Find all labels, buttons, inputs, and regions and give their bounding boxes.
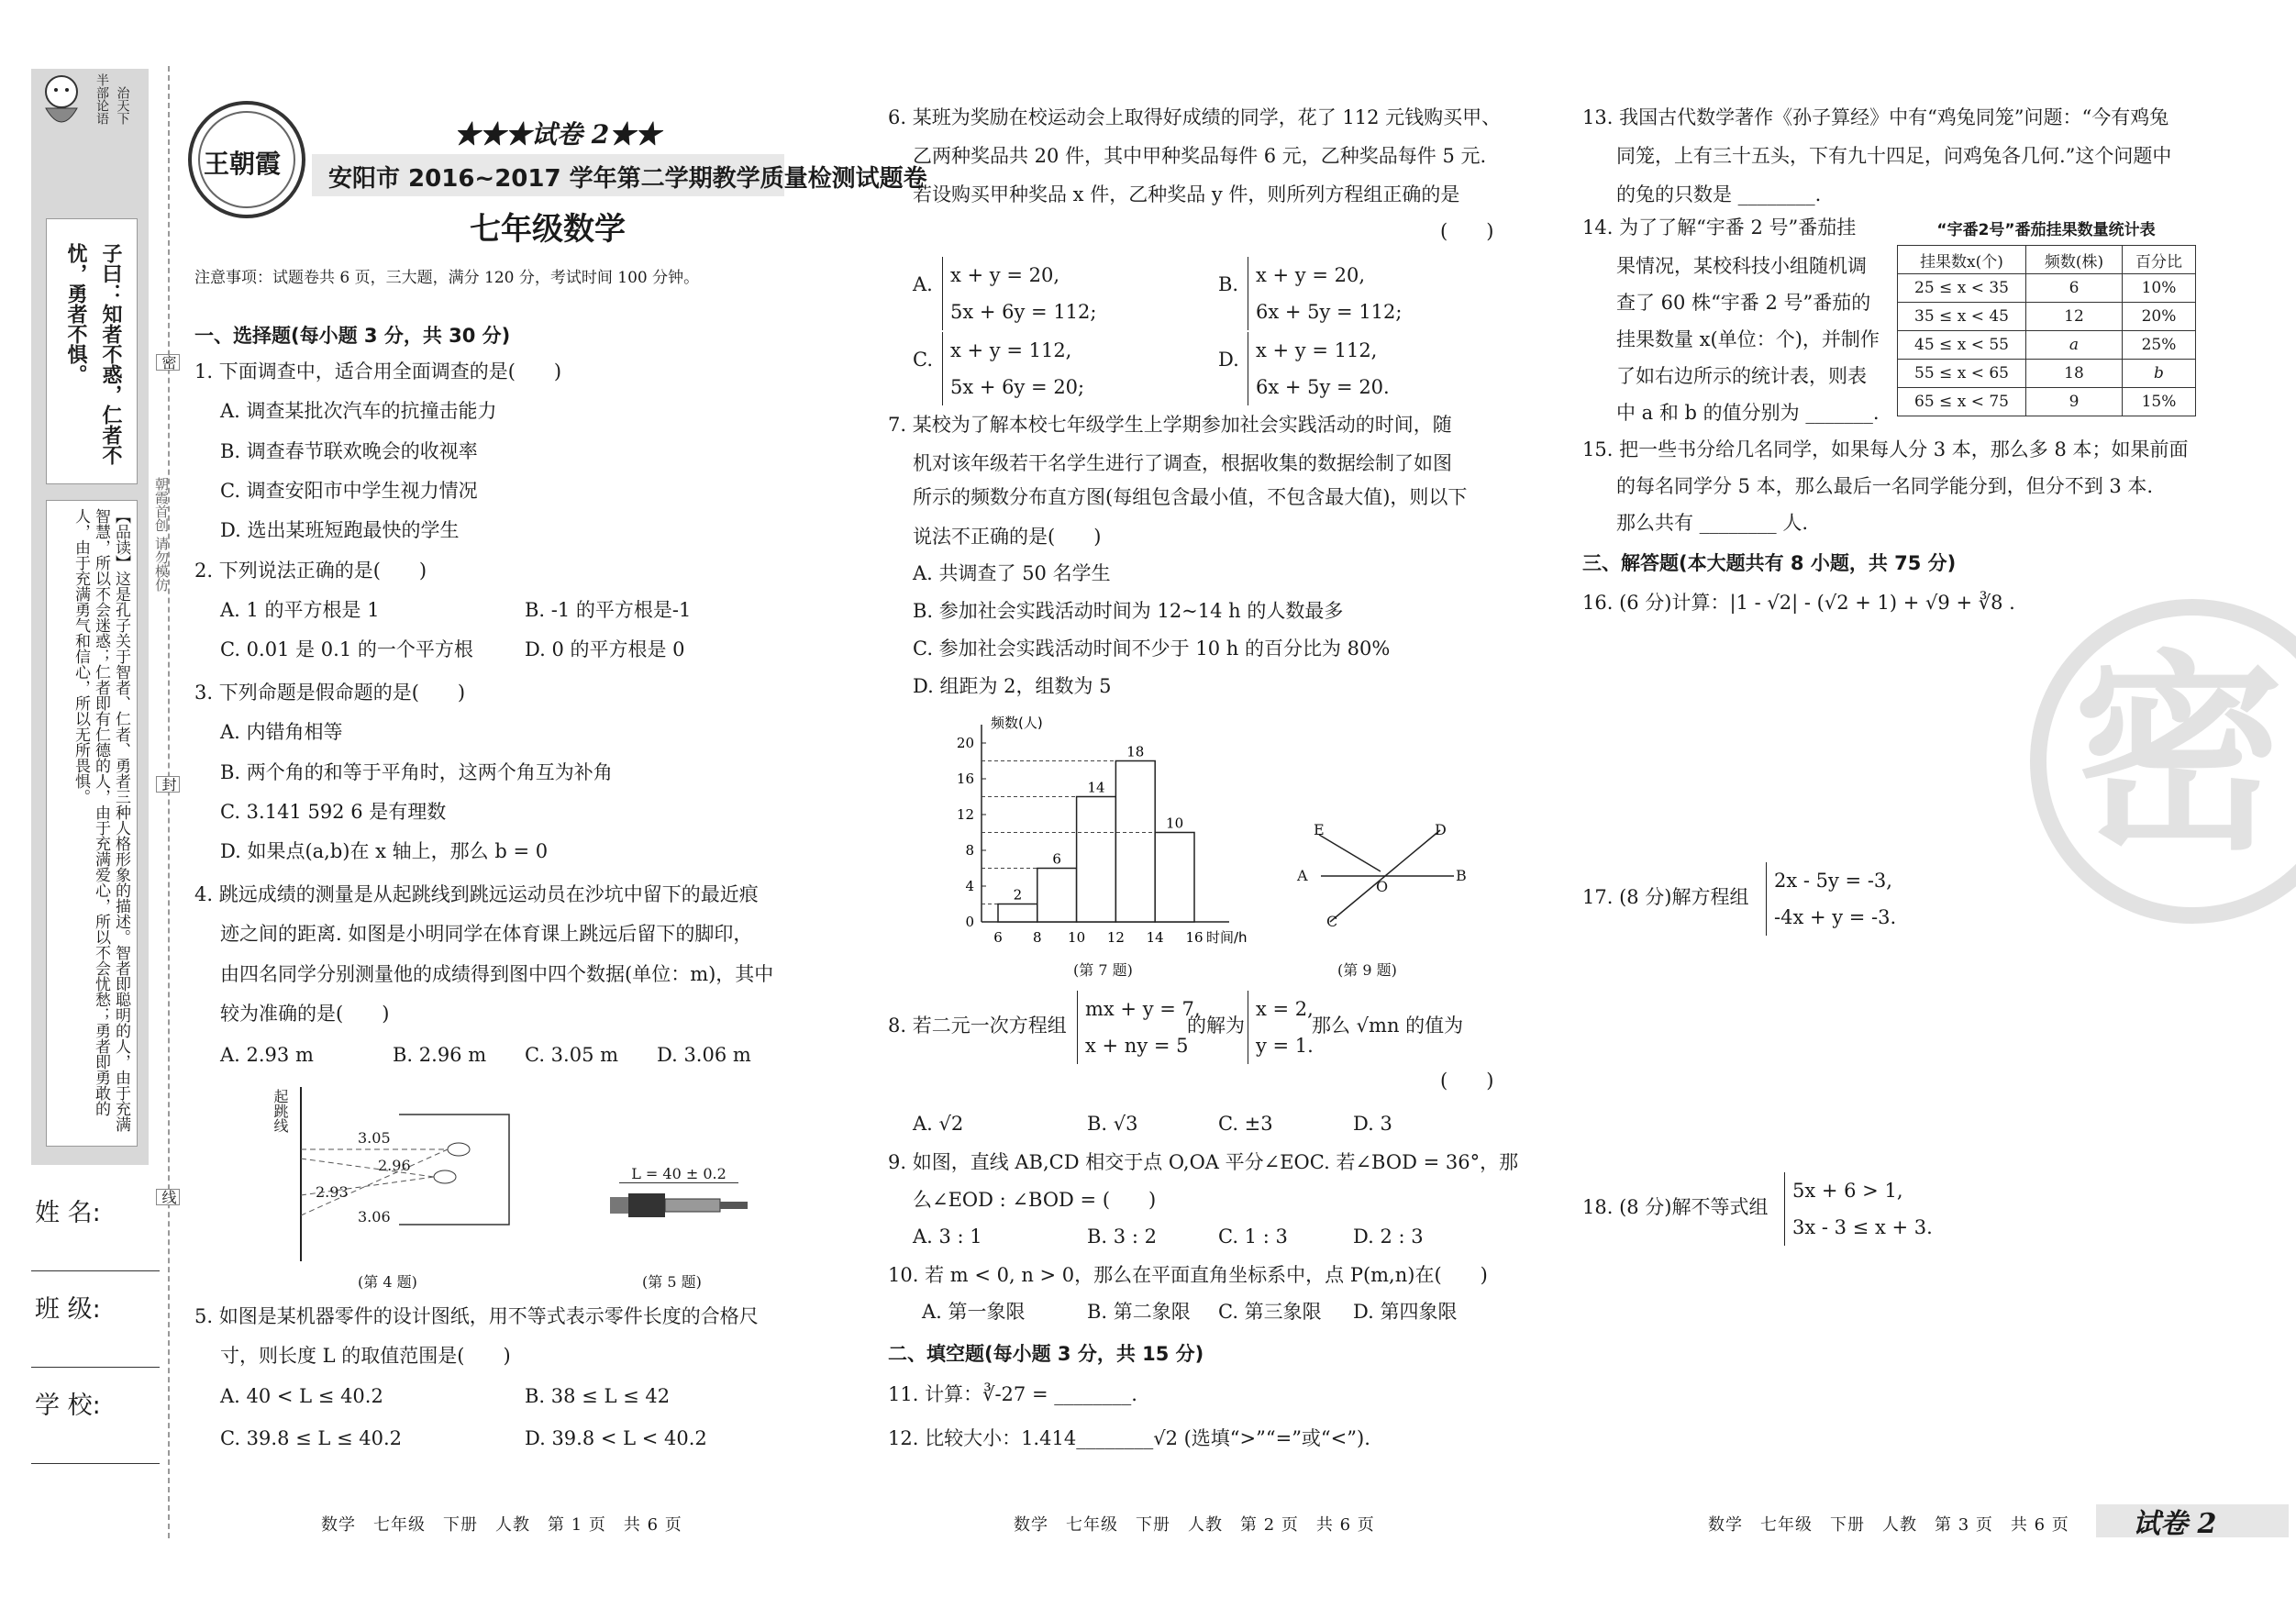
q5-option-b[interactable]: B. 38 ≤ L ≤ 42 — [525, 1385, 671, 1407]
q17-eq1: 2x - 5y = -3, — [1774, 870, 1892, 892]
slogan-line-2: 治天下 — [115, 86, 130, 125]
q5-option-a[interactable]: A. 40 < L ≤ 40.2 — [220, 1385, 383, 1407]
exam-notice: 注意事项：试题卷共 6 页，三大题，满分 120 分，考试时间 100 分钟。 — [194, 269, 700, 287]
school-field[interactable] — [31, 1463, 160, 1464]
q7-histogram — [945, 711, 1248, 949]
q5-caption: (第 5 题) — [642, 1273, 702, 1291]
q4-caption: (第 4 题) — [358, 1273, 417, 1291]
q17 — [1582, 862, 2151, 945]
pindu-box — [46, 500, 138, 1147]
bar-label: 14 — [1087, 779, 1105, 796]
q6-option-c-eq1: x + y = 112, — [950, 339, 1072, 361]
q5-line-2: 寸，则长度 L 的取值范围是( ) — [220, 1345, 511, 1367]
bar — [1115, 761, 1155, 923]
q4-line-2: 迹之间的距离. 如图是小明同学在体育课上跳远后留下的脚印， — [220, 923, 753, 945]
q3-stem: 3. 下列命题是假命题的是( ) — [194, 682, 466, 704]
q2-option-d[interactable]: D. 0 的平方根是 0 — [525, 638, 685, 660]
q8-paren: ( ) — [1440, 1070, 1494, 1092]
q4-option-c[interactable]: C. 3.05 m — [525, 1044, 619, 1066]
q9-label-c: C — [1326, 913, 1338, 930]
seal-char: 密 — [2073, 634, 2285, 879]
q8-eq2: x + ny = 5 — [1085, 1035, 1189, 1057]
q10-option-d[interactable]: D. 第四象限 — [1353, 1301, 1458, 1323]
q8-eq1: mx + y = 7, — [1085, 998, 1201, 1020]
q9-option-b[interactable]: B. 3 : 2 — [1087, 1225, 1157, 1248]
seal-tag-xian: 线 — [156, 1189, 180, 1205]
table-cell: 45 ≤ x < 55 — [1898, 331, 2026, 360]
q17-pre: 17. (8 分)解方程组 — [1582, 886, 1749, 908]
table-cell: 55 ≤ x < 65 — [1898, 360, 2026, 388]
table-cell: 15% — [2123, 388, 2196, 416]
seal-tag-mi: 密 — [156, 354, 180, 371]
x-axis-title: 时间/h — [1206, 929, 1248, 946]
q6-line-1: 6. 某班为奖励在校运动会上取得好成绩的同学，花了 112 元钱购买甲、 — [888, 106, 1502, 128]
q4-value-305: 3.05 — [358, 1129, 391, 1147]
histogram-svg — [945, 711, 1248, 949]
section-3-title: 三、解答题(本大题共有 8 小题，共 75 分) — [1582, 552, 1957, 574]
q4-figure — [266, 1087, 523, 1261]
q4-option-d[interactable]: D. 3.06 m — [657, 1044, 751, 1066]
bar — [1155, 833, 1194, 923]
q9-line-2: 么∠EOD : ∠BOD = ( ) — [913, 1189, 1157, 1211]
table-cell: 10% — [2123, 274, 2196, 303]
name-label: 姓 名: — [35, 1199, 101, 1227]
q7-line-1: 7. 某校为了解本校七年级学生上学期参加社会实践活动的时间，随 — [888, 414, 1452, 436]
table-cell: 35 ≤ x < 45 — [1898, 303, 2026, 331]
q6-paren: ( ) — [1440, 220, 1494, 242]
q8-sol2: y = 1. — [1256, 1035, 1314, 1057]
paper-tag: ★★★试卷 2★★ — [454, 119, 661, 150]
q5-option-d[interactable]: D. 39.8 < L < 40.2 — [525, 1427, 707, 1449]
q16: 16. (6 分)计算：|1 - √2| - (√2 + 1) + √9 + ∛8 . — [1582, 592, 2015, 614]
x-tick-label: 10 — [1068, 929, 1086, 946]
class-field[interactable] — [31, 1367, 160, 1368]
q8-stem — [888, 991, 1512, 1073]
q14-line-3: 查了 60 株“宇番 2 号”番茄的 — [1616, 292, 1871, 314]
y-axis-title: 频数(人) — [991, 715, 1043, 731]
name-field[interactable] — [31, 1270, 160, 1271]
q10-option-c[interactable]: C. 第三象限 — [1218, 1301, 1322, 1323]
table-row — [1898, 388, 2196, 416]
q4-takeoff-line-label: 起跳线 — [272, 1089, 289, 1133]
q18-eq2: 3x - 3 ≤ x + 3. — [1792, 1216, 1933, 1238]
corner-tag: 试卷 2 — [2133, 1508, 2217, 1540]
x-tick-label: 8 — [1033, 929, 1042, 946]
q12: 12. 比较大小：1.414________√2 (选填“>”“=”或“<”). — [888, 1427, 1370, 1449]
section-2-title: 二、填空题(每小题 3 分，共 15 分) — [888, 1343, 1204, 1365]
q6-option-b-key: B. — [1218, 273, 1239, 295]
q9-option-d[interactable]: D. 2 : 3 — [1353, 1225, 1424, 1248]
q1-option-a[interactable]: A. 调查某批次汽车的抗撞击能力 — [220, 400, 497, 422]
q1-option-c[interactable]: C. 调查安阳市中学生视力情况 — [220, 480, 478, 502]
table-cell: 18 — [2026, 360, 2123, 388]
q5-figure — [605, 1165, 752, 1248]
footer-page-3: 数学 七年级 下册 人教 第 3 页 共 6 页 — [1708, 1515, 2069, 1535]
q9-option-a[interactable]: A. 3 : 1 — [913, 1225, 982, 1248]
table-cell: 9 — [2026, 388, 2123, 416]
q9-label-d: D — [1435, 821, 1447, 838]
x-tick-label: 16 — [1185, 929, 1203, 946]
table-cell: 65 ≤ x < 75 — [1898, 388, 2026, 416]
seal-line — [168, 66, 170, 1538]
q5-option-c[interactable]: C. 39.8 ≤ L ≤ 40.2 — [220, 1427, 403, 1449]
q6-line-2: 乙两种奖品共 20 件，其中甲种奖品每件 6 元，乙种奖品每件 5 元. — [913, 145, 1487, 167]
q10-option-a[interactable]: A. 第一象限 — [922, 1301, 1026, 1323]
q6-option-b-eq2: 6x + 5y = 112; — [1256, 301, 1403, 323]
q2-option-c[interactable]: C. 0.01 是 0.1 的一个平方根 — [220, 638, 473, 660]
q1-option-d[interactable]: D. 选出某班短跑最快的学生 — [220, 519, 460, 541]
q7-line-3: 所示的频数分布直方图(每组包含最小值，不包含最大值)，则以下 — [913, 486, 1468, 508]
q8-option-b[interactable]: B. √3 — [1087, 1113, 1138, 1135]
class-label: 班 级: — [35, 1295, 101, 1324]
q9-figure — [1293, 821, 1468, 931]
y-tick-label: 20 — [956, 735, 974, 751]
table-row — [1898, 274, 2196, 303]
quote-line-2: 忧，勇者不惧。 — [64, 243, 87, 384]
q7-option-d[interactable]: D. 组距为 2，组数为 5 — [913, 675, 1112, 697]
q3-option-d[interactable]: D. 如果点(a,b)在 x 轴上，那么 b = 0 — [220, 840, 549, 862]
q15-line-3: 那么共有 ________ 人. — [1616, 512, 1809, 534]
bar-label: 10 — [1166, 815, 1184, 832]
q9-label-a: A — [1297, 867, 1308, 884]
y-tick-label: 12 — [956, 806, 974, 823]
q6-option-d-eq1: x + y = 112, — [1256, 339, 1378, 361]
q8-post: 那么 √mn 的值为 — [1312, 1015, 1464, 1037]
brand-logo — [183, 96, 310, 223]
q13-line-2: 同笼，上有三十五头，下有九十四足，问鸡兔各几何.”这个问题中 — [1616, 145, 2172, 167]
q8-pre: 8. 若二元一次方程组 — [888, 1015, 1067, 1037]
table-row — [1898, 303, 2196, 331]
q2-option-b[interactable]: B. -1 的平方根是-1 — [525, 599, 692, 621]
q4-value-306: 3.06 — [358, 1208, 391, 1225]
quote-line-1: 子曰：知者不惑，仁者不 — [99, 243, 122, 465]
q13-line-1: 13. 我国古代数学著作《孙子算经》中有“鸡兔同笼”问题：“今有鸡兔 — [1582, 106, 2169, 128]
footer-page-2: 数学 七年级 下册 人教 第 2 页 共 6 页 — [1014, 1515, 1375, 1535]
brand-name: 王朝霞 — [204, 149, 282, 179]
q3-option-a[interactable]: A. 内错角相等 — [220, 721, 343, 743]
q4-option-a[interactable]: A. 2.93 m — [220, 1044, 314, 1066]
slogan-line-1: 半部论语 — [94, 73, 109, 125]
q8-sol1: x = 2, — [1256, 998, 1314, 1020]
q18-eq1: 5x + 6 > 1, — [1792, 1180, 1903, 1202]
q3-option-c[interactable]: C. 3.141 592 6 是有理数 — [220, 801, 447, 823]
q18 — [1582, 1172, 2151, 1255]
q4-value-296: 2.96 — [378, 1157, 411, 1174]
mascot-icon — [33, 72, 90, 134]
q14-line-4: 挂果数量 x(单位：个)，并制作 — [1616, 328, 1880, 350]
q4-value-293: 2.93 — [316, 1183, 349, 1201]
y-tick-label: 0 — [965, 914, 974, 930]
q9-caption: (第 9 题) — [1337, 961, 1397, 979]
bar-label: 2 — [1013, 886, 1023, 904]
notice-vertical: 朝霞首创 请勿模仿 — [153, 477, 170, 592]
q8-option-a[interactable]: A. √2 — [913, 1113, 964, 1135]
q1-stem: 1. 下面调查中，适合用全面调查的是( ) — [194, 360, 562, 383]
q9-option-c[interactable]: C. 1 : 3 — [1218, 1225, 1288, 1248]
q10-option-b[interactable]: B. 第二象限 — [1087, 1301, 1191, 1323]
q14-line-5: 了如右边所示的统计表，则表 — [1616, 365, 1867, 387]
table-cell: 20% — [2123, 303, 2196, 331]
q6-option-d-key: D. — [1218, 349, 1239, 371]
school-label: 学 校: — [35, 1392, 101, 1420]
q6-option-a-eq1: x + y = 20, — [950, 264, 1059, 286]
q7-option-b[interactable]: B. 参加社会实践活动时间为 12~14 h 的人数最多 — [913, 600, 1344, 622]
table-row — [1898, 331, 2196, 360]
q8-option-d[interactable]: D. 3 — [1353, 1113, 1392, 1135]
q4-option-b[interactable]: B. 2.96 m — [393, 1044, 487, 1066]
quote-box — [46, 218, 138, 484]
table-cell: 6 — [2026, 274, 2123, 303]
x-tick-label: 14 — [1146, 929, 1164, 946]
q15-line-1: 15. 把一些书分给几名同学，如果每人分 3 本，那么多 8 本；如果前面 — [1582, 438, 2189, 460]
section-1-title: 一、选择题(每小题 3 分，共 30 分) — [194, 325, 511, 347]
q6-option-c-eq2: 5x + 6y = 20; — [950, 376, 1085, 398]
q18-pre: 18. (8 分)解不等式组 — [1582, 1196, 1769, 1218]
q14-stat-table — [1897, 216, 2196, 416]
y-tick-label: 8 — [965, 842, 974, 859]
pindu-text: 【品读】这是孔子关于智者、仁者、勇者三种人格形象的描述。智者即聪明的人，由于充满智慧，所以不会迷惑；仁者即有仁德的人，由于充满爱心，所以不会忧愁；勇者即勇敢的人，由于充满勇气和信心，所以无所畏惧。 — [72, 508, 130, 1132]
table-cell: a — [2026, 331, 2123, 360]
q5-length-label: L = 40 ± 0.2 — [619, 1165, 738, 1183]
q14-line-1: 14. 为了了解“宇番 2 号”番茄挂 — [1582, 216, 1857, 238]
q7-caption: (第 7 题) — [1073, 961, 1133, 979]
x-tick-label: 6 — [993, 929, 1003, 946]
q7-line-2: 机对该年级若干名学生进行了调查，根据收集的数据绘制了如图 — [913, 452, 1452, 474]
q6-option-b-eq1: x + y = 20, — [1256, 264, 1365, 286]
q6-option-a-eq2: 5x + 6y = 112; — [950, 301, 1097, 323]
table-cell: 25% — [2123, 331, 2196, 360]
q4-line-1: 4. 跳远成绩的测量是从起跳线到跳远运动员在沙坑中留下的最近痕 — [194, 883, 759, 905]
bar — [998, 904, 1037, 923]
q10-stem: 10. 若 m < 0, n > 0，那么在平面直角坐标系中，点 P(m,n)在( ) — [888, 1264, 1488, 1286]
bar — [1077, 797, 1116, 923]
q8-option-c[interactable]: C. ±3 — [1218, 1113, 1273, 1135]
q7-option-a[interactable]: A. 共调查了 50 名学生 — [913, 562, 1111, 584]
q4-line-3: 由四名同学分别测量他的成绩得到图中四个数据(单位：m)，其中 — [220, 963, 774, 985]
q9-label-o: O — [1376, 878, 1389, 895]
q9-line-1: 9. 如图，直线 AB,CD 相交于点 O,OA 平分∠EOC. 若∠BOD = 36°，那 — [888, 1151, 1519, 1173]
q14-line-6: 中 a 和 b 的值分别为 _______. — [1616, 402, 1880, 424]
q5-line-1: 5. 如图是某机器零件的设计图纸，用不等式表示零件长度的合格尺 — [194, 1305, 759, 1327]
bar — [1037, 869, 1077, 923]
q1-option-b[interactable]: B. 调查春节联欢晚会的收视率 — [220, 440, 478, 462]
q15-line-2: 的每名同学分 5 本，那么最后一名同学能分到，但分不到 3 本. — [1616, 475, 2154, 497]
q3-option-b[interactable]: B. 两个角的和等于平角时，这两个角互为补角 — [220, 761, 613, 783]
seal-tag-feng: 封 — [156, 776, 180, 793]
q14-table-title: “宇番2号”番茄挂果数量统计表 — [1936, 221, 2156, 239]
bar-label: 18 — [1126, 743, 1145, 760]
q2-stem: 2. 下列说法正确的是( ) — [194, 560, 427, 582]
q4-line-4: 较为准确的是( ) — [220, 1003, 390, 1025]
q6-option-d-eq2: 6x + 5y = 20. — [1256, 376, 1390, 398]
subject-title: 七年级数学 — [470, 211, 626, 248]
q6-line-3: 若设购买甲种奖品 x 件，乙种奖品 y 件，则所列方程组正确的是 — [913, 183, 1460, 205]
table-cell: 12 — [2026, 303, 2123, 331]
table-cell: 25 ≤ x < 35 — [1898, 274, 2026, 303]
x-tick-label: 12 — [1106, 929, 1125, 946]
table-row — [1898, 360, 2196, 388]
q14-line-2: 果情况，某校科技小组随机调 — [1616, 255, 1867, 277]
q17-eq2: -4x + y = -3. — [1774, 906, 1897, 928]
q9-label-e: E — [1314, 821, 1325, 838]
exam-title: 安阳市 2016~2017 学年第二学期教学质量检测试题卷 — [328, 165, 927, 193]
table-cell: b — [2123, 360, 2196, 388]
q7-option-c[interactable]: C. 参加社会实践活动时间不少于 10 h 的百分比为 80% — [913, 638, 1391, 660]
y-tick-label: 4 — [965, 878, 974, 894]
table-header: 频数(株) — [2026, 246, 2123, 274]
q2-option-a[interactable]: A. 1 的平方根是 1 — [220, 599, 380, 621]
q6-option-a-key: A. — [913, 273, 933, 295]
q13-line-3: 的兔的只数是 ________. — [1616, 183, 1822, 205]
y-tick-label: 16 — [956, 771, 974, 787]
footer-page-1: 数学 七年级 下册 人教 第 1 页 共 6 页 — [321, 1515, 682, 1535]
q11: 11. 计算：∛-27 = ________. — [888, 1383, 1137, 1405]
q8-mid: 的解为 — [1187, 1015, 1245, 1037]
bar-label: 6 — [1052, 850, 1061, 868]
table-header: 百分比 — [2123, 246, 2196, 274]
q6-option-c-key: C. — [913, 349, 933, 371]
q7-line-4: 说法不正确的是( ) — [913, 526, 1102, 548]
q9-label-b: B — [1456, 867, 1467, 884]
table-header: 挂果数x(个) — [1898, 246, 2026, 274]
